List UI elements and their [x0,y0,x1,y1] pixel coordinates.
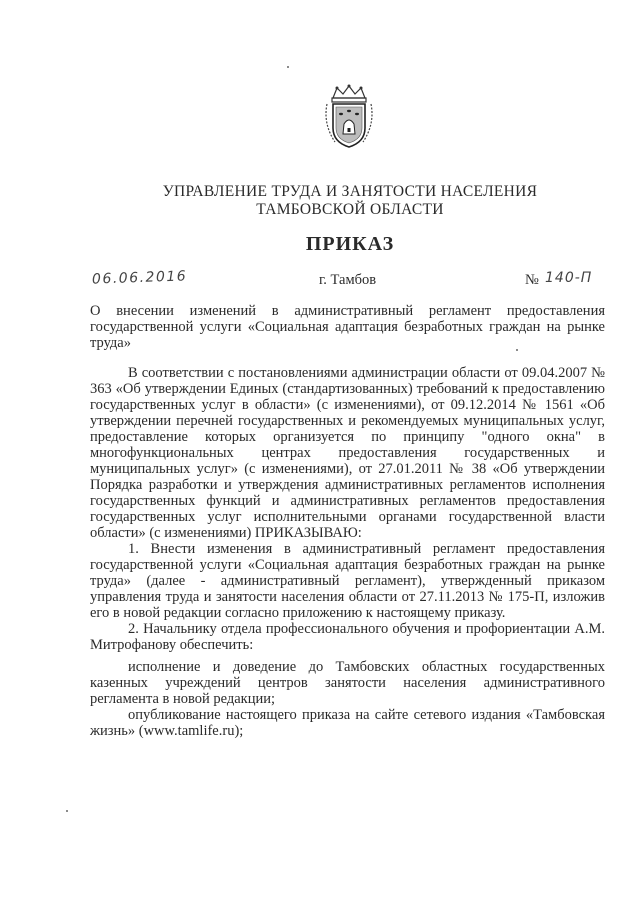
body-paragraph-item-2a: исполнение и доведение до Тамбовских областных государственных казенных учреждений центров занятости населения административного регламента в новой редакции; [90,659,605,707]
document-body [90,365,605,739]
body-paragraph-item-2: 2. Начальнику отдела профессионального обучения и профориентации А.М. Митрофанову обеспечить: [90,621,605,653]
agency-name-line2: ТАМБОВСКОЙ ОБЛАСТИ [256,201,444,218]
document-type-title: ПРИКАЗ [305,233,395,255]
scan-speck [516,349,518,351]
document-meta-row [0,270,640,294]
document-city: г. Тамбов [319,272,377,288]
body-paragraph-item-1: 1. Внести изменения в административный регламент предоставления государственной услуги «Социальная адаптация безработных граждан на рынке труда» (далее - административный регламент), утвержденный приказом управления труда и занятости населения области от 27.11.2013 № 175-П, изложив его в новой редакции согласно приложению к настоящему приказу. [90,541,605,621]
document-number-label: № [525,272,539,288]
body-paragraph-preamble: В соответствии с постановлениями администрации области от 09.04.2007 № 363 «Об утверждении Единых (стандартизованных) требований к предоставлению государственных услуг в области» (с изменениями), от 09.12.2014 № 1561 «Об утверждении перечней государственных и рекомендуемых муниципальных услуг, предоставление которых организуется по принципу "одного окна" в многофункциональных центрах предоставления государственных и муниципальных услуг» (с изменениями), от 27.01.2011 № 38 «Об утверждении Порядка разработки и утверждения административных регламентов исполнения государственных функций и административных регламентов предоставления государственных услуг исполнительными органами государственной власти области» (с изменениями) ПРИКАЗЫВАЮ: [90,365,605,541]
document-subject: О внесении изменений в административный регламент предоставления государственной услуги «Социальная адаптация безработных граждан на рынке труда» [90,303,605,351]
agency-name-line1: УПРАВЛЕНИЕ ТРУДА И ЗАНЯТОСТИ НАСЕЛЕНИЯ [162,183,538,200]
body-paragraph-item-2b: опубликование настоящего приказа на сайте сетевого издания «Тамбовская жизнь» (www.tamlife.ru); [90,707,605,739]
document-number: 140-П [545,270,593,286]
document-date: 06.06.2016 [91,268,188,288]
tambov-coat-of-arms-icon [321,84,377,150]
scan-speck [66,810,68,812]
scan-speck [287,66,289,68]
